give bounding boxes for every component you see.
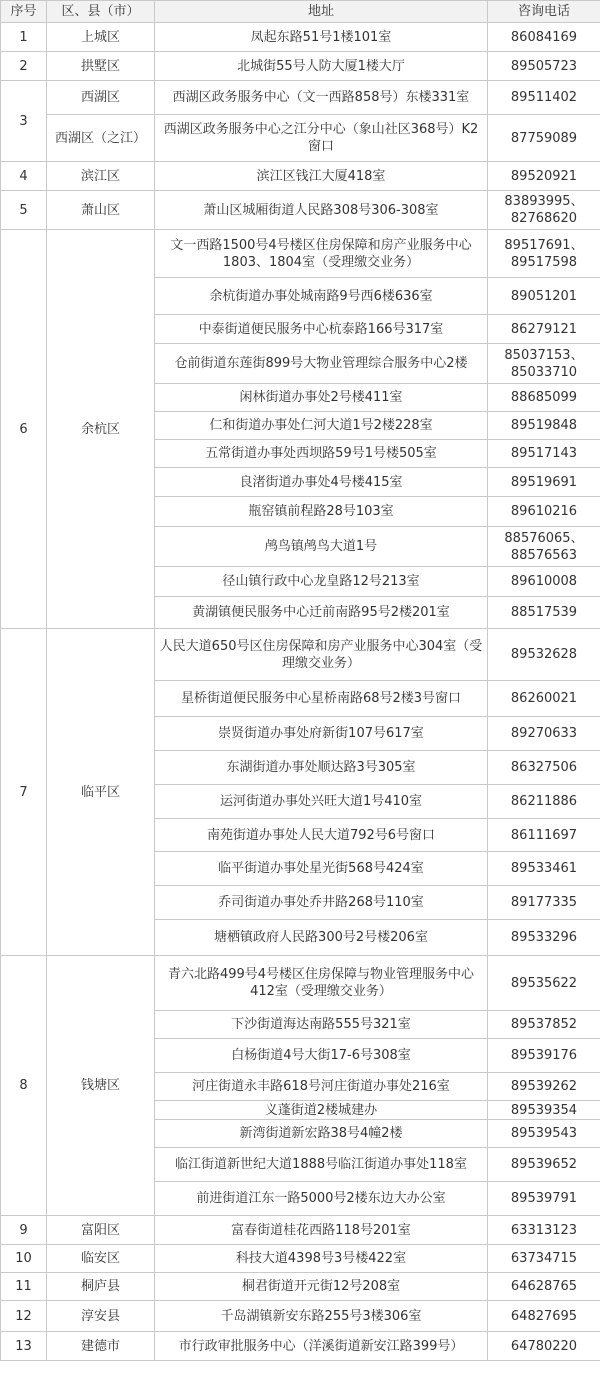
address-cell: 瓶窑镇前程路28号103室 [155,497,488,527]
row-number: 8 [1,956,47,1216]
address-cell: 余杭街道办事处城南路9号西6楼636室 [155,278,488,315]
phone-cell: 89519848 [488,412,600,440]
phone-cell: 89519691 [488,468,600,497]
row-number: 2 [1,52,47,81]
table-row [1,162,600,191]
phone-cell: 88685099 [488,384,600,412]
table-row [1,629,600,681]
address-cell: 五常街道办事处西坝路59号1号楼505室 [155,440,488,468]
address-cell: 仁和街道办事处仁河大道1号2楼228室 [155,412,488,440]
table-row [1,81,600,115]
phone-cell: 63313123 [488,1216,600,1245]
address-cell: 白杨街道4号大街17-6号308室 [155,1039,488,1073]
address-cell: 南苑街道办事处人民大道792号6号窗口 [155,819,488,852]
phone-cell: 64827695 [488,1301,600,1332]
row-number: 9 [1,1216,47,1245]
table-row [1,1332,600,1361]
phone-cell: 64780220 [488,1332,600,1361]
address-cell: 义蓬街道2楼城建办 [155,1101,488,1120]
phone-cell: 89532628 [488,629,600,681]
address-cell: 中泰街道便民服务中心杭泰路166号317室 [155,315,488,344]
address-cell: 下沙街道海达南路555号321室 [155,1011,488,1039]
address-cell: 人民大道650号区住房保障和房产业服务中心304室（受理缴交业务） [155,629,488,681]
district-cell: 临安区 [47,1245,155,1273]
phone-cell: 89610008 [488,567,600,597]
address-cell: 西湖区政务服务中心之江分中心（象山社区368号）K2窗口 [155,115,488,162]
phone-cell: 89505723 [488,52,600,81]
district-cell: 萧山区 [47,191,155,230]
district-cell: 富阳区 [47,1216,155,1245]
phone-cell: 88517539 [488,597,600,629]
phone-cell: 86211886 [488,785,600,819]
address-cell: 临平街道办事处星光街568号424室 [155,852,488,886]
address-cell: 西湖区政务服务中心（文一西路858号）东楼331室 [155,81,488,115]
phone-cell: 89539543 [488,1120,600,1148]
header-row [1,1,600,23]
phone-cell: 64628765 [488,1273,600,1301]
table-row [1,52,600,81]
phone-cell: 85037153、85033710 [488,344,600,384]
address-cell: 凤起东路51号1楼101室 [155,23,488,52]
phone-cell: 89533296 [488,920,600,956]
phone-cell: 89539176 [488,1039,600,1073]
header-address: 地址 [155,1,488,23]
phone-cell: 89537852 [488,1011,600,1039]
address-cell: 北城街55号人防大厦1楼大厅 [155,52,488,81]
address-cell: 东湖街道办事处顺达路3号305室 [155,751,488,785]
phone-cell: 89539354 [488,1101,600,1120]
phone-cell: 83893995、82768620 [488,191,600,230]
district-cell: 临平区 [47,629,155,956]
address-cell: 运河街道办事处兴旺大道1号410室 [155,785,488,819]
phone-cell: 63734715 [488,1245,600,1273]
district-cell: 建德市 [47,1332,155,1361]
row-number: 3 [1,81,47,162]
row-number: 12 [1,1301,47,1332]
row-number: 5 [1,191,47,230]
address-cell: 萧山区城厢街道人民路308号306-308室 [155,191,488,230]
address-cell: 鸬鸟镇鸬鸟大道1号 [155,527,488,567]
phone-cell: 89051201 [488,278,600,315]
address-cell: 良渚街道办事处4号楼415室 [155,468,488,497]
address-cell: 黄湖镇便民服务中心迁前南路95号2楼201室 [155,597,488,629]
address-cell: 文一西路1500号4号楼区住房保障和房产业服务中心1803、1804室（受理缴交业务） [155,230,488,278]
phone-cell: 86327506 [488,751,600,785]
phone-cell: 89511402 [488,81,600,115]
address-cell: 富春街道桂花西路118号201室 [155,1216,488,1245]
header-district: 区、县（市） [47,1,155,23]
row-number: 1 [1,23,47,52]
phone-cell: 89535622 [488,956,600,1011]
phone-cell: 89539652 [488,1148,600,1182]
phone-cell: 89533461 [488,852,600,886]
row-number: 11 [1,1273,47,1301]
address-cell: 仓前街道东莲街899号大物业管理综合服务中心2楼 [155,344,488,384]
table-row [1,1273,600,1301]
phone-cell: 89517691、89517598 [488,230,600,278]
district-cell: 淳安县 [47,1301,155,1332]
phone-cell: 86260021 [488,681,600,717]
address-cell: 星桥街道便民服务中心星桥南路68号2楼3号窗口 [155,681,488,717]
phone-cell: 86111697 [488,819,600,852]
address-cell: 乔司街道办事处乔井路268号110室 [155,886,488,920]
phone-cell: 89270633 [488,717,600,751]
address-cell: 新湾街道新宏路38号4幢2楼 [155,1120,488,1148]
district-cell: 拱墅区 [47,52,155,81]
address-cell: 千岛湖镇新安东路255号3楼306室 [155,1301,488,1332]
table-row [1,191,600,230]
table-row [1,230,600,278]
phone-cell: 86279121 [488,315,600,344]
phone-cell: 89517143 [488,440,600,468]
address-cell: 崇贤街道办事处府新街107号617室 [155,717,488,751]
district-cell: 西湖区（之江） [47,115,155,162]
table-body [1,23,600,1361]
row-number: 13 [1,1332,47,1361]
address-cell: 径山镇行政中心龙皇路12号213室 [155,567,488,597]
address-cell: 桐君街道开元街12号208室 [155,1273,488,1301]
district-cell: 钱塘区 [47,956,155,1216]
table-row [1,115,600,162]
district-cell: 滨江区 [47,162,155,191]
phone-cell: 89610216 [488,497,600,527]
header-no: 序号 [1,1,47,23]
phone-cell: 89520921 [488,162,600,191]
table-row [1,956,600,1011]
row-number: 7 [1,629,47,956]
header-phone: 咨询电话 [488,1,600,23]
district-cell: 余杭区 [47,230,155,629]
row-number: 6 [1,230,47,629]
table-row [1,1301,600,1332]
table-row [1,23,600,52]
address-cell: 临江街道新世纪大道1888号临江街道办事处118室 [155,1148,488,1182]
row-number: 4 [1,162,47,191]
address-cell: 青六北路499号4号楼区住房保障与物业管理服务中心412室（受理缴交业务） [155,956,488,1011]
address-cell: 科技大道4398号3号楼422室 [155,1245,488,1273]
phone-cell: 87759089 [488,115,600,162]
address-cell: 滨江区钱江大厦418室 [155,162,488,191]
address-cell: 塘栖镇政府人民路300号2号楼206室 [155,920,488,956]
district-cell: 西湖区 [47,81,155,115]
district-cell: 上城区 [47,23,155,52]
phone-cell: 89539791 [488,1182,600,1216]
address-cell: 市行政审批服务中心（洋溪街道新安江路399号） [155,1332,488,1361]
address-cell: 闲林街道办事处2号楼411室 [155,384,488,412]
address-cell: 前进街道江东一路5000号2楼东边大办公室 [155,1182,488,1216]
phone-cell: 89177335 [488,886,600,920]
district-cell: 桐庐县 [47,1273,155,1301]
row-number: 10 [1,1245,47,1273]
table-row [1,1245,600,1273]
phone-cell: 88576065、88576563 [488,527,600,567]
phone-cell: 86084169 [488,23,600,52]
table-row [1,1216,600,1245]
phone-cell: 89539262 [488,1073,600,1101]
address-cell: 河庄街道永丰路618号河庄街道办事处216室 [155,1073,488,1101]
